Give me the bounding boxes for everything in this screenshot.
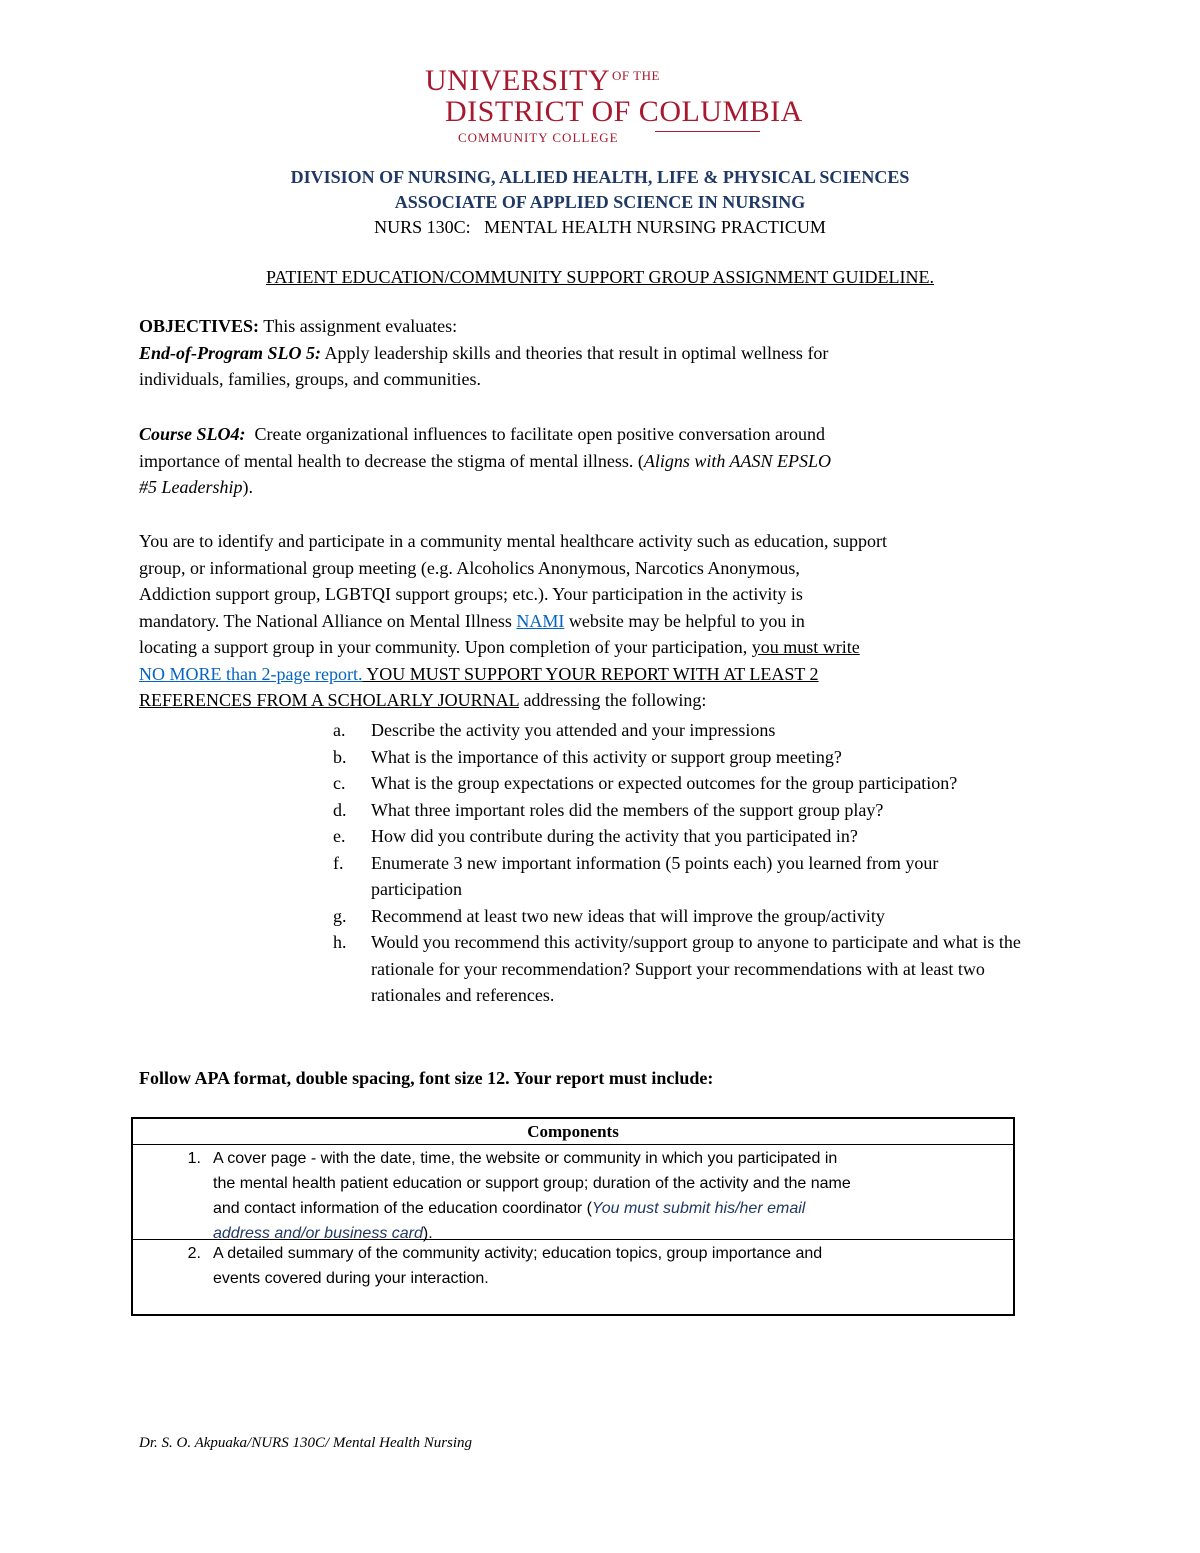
list-item: d. What three important roles did the members of the support group play? bbox=[333, 799, 884, 820]
logo-district-line: DISTRICT OF COLUMBIA bbox=[445, 95, 803, 128]
list-item: b. What is the importance of this activity or support group meeting? bbox=[333, 746, 842, 767]
list-item: g. Recommend at least two new ideas that will improve the group/activity bbox=[333, 905, 885, 926]
degree-heading: ASSOCIATE OF APPLIED SCIENCE IN NURSING bbox=[394, 192, 806, 212]
division-heading: DIVISION OF NURSING, ALLIED HEALTH, LIFE & PHYSICAL SCIENCES bbox=[290, 167, 910, 187]
table-header: Components bbox=[133, 1119, 1013, 1145]
table-row: 1. A cover page - with the date, time, the website or community in which you participated in the mental health patient education or support group; duration of the activity and the name and contact information of the education coordinator (You must submit his/her email address and/or business card). bbox=[133, 1145, 1013, 1240]
instructions-paragraph: You are to identify and participate in a community mental healthcare activity such as education, support group, or informational group meeting (e.g. Alcoholics Anonymous, Narcotics Anonymous, Addiction support group, LGBTQI support groups; etc.). Your participation in the activity is mandatory. The National Alliance on Mental Illness NAMI website may be helpful to you in locating a support group in your community. Upon completion of your participation, you must write NO MORE than 2-page report. YOU MUST SUPPORT YOUR REPORT WITH AT LEAST 2 REFERENCES FROM A SCHOLARLY JOURNAL addressing the following: bbox=[139, 531, 887, 710]
list-item: f. Enumerate 3 new important information (5 points each) you learned from your participation bbox=[333, 852, 939, 899]
course-heading: NURS 130C: MENTAL HEALTH NURSING PRACTICUM bbox=[374, 217, 826, 237]
assignment-title: PATIENT EDUCATION/COMMUNITY SUPPORT GROUP ASSIGNMENT GUIDELINE. bbox=[266, 267, 934, 287]
nami-link[interactable]: NAMI bbox=[516, 610, 565, 631]
course-slo-section: Course SLO4: Create organizational influences to facilitate open positive conversation around importance of mental health to decrease the stigma of mental illness. (Aligns with AASN EPSLO #5 Leadership). bbox=[139, 424, 832, 497]
list-item: a. Describe the activity you attended and your impressions bbox=[333, 720, 776, 740]
list-item: c. What is the group expectations or expected outcomes for the group participation? bbox=[333, 773, 958, 793]
objectives-section: OBJECTIVES: This assignment evaluates: End-of-Program SLO 5: Apply leadership skills and theories that result in optimal wellness for individuals, families, groups, and communities. bbox=[139, 316, 829, 389]
list-item: h. Would you recommend this activity/support group to anyone to participate and what is the rationale for your recommendation? Support your recommendations with at least two rationales and references. bbox=[333, 932, 1021, 1005]
components-table bbox=[131, 1117, 1015, 1316]
university-logo bbox=[425, 64, 803, 145]
logo-community-line: COMMUNITY COLLEGE bbox=[458, 130, 619, 145]
page-footer: Dr. S. O. Akpuaka/NURS 130C/ Mental Health Nursing bbox=[139, 1435, 473, 1451]
apa-instructions: Follow APA format, double spacing, font size 12. Your report must include: bbox=[139, 1068, 714, 1088]
table-row: 2. A detailed summary of the community activity; education topics, group importance and events covered during your interaction. bbox=[187, 1245, 823, 1287]
two-page-report-link[interactable]: NO MORE than 2-page report. bbox=[139, 663, 363, 684]
requirements-list bbox=[333, 717, 1073, 1009]
list-item: e. How did you contribute during the activity that you participated in? bbox=[333, 826, 858, 846]
logo-rule bbox=[655, 131, 760, 132]
logo-university-line: UNIVERSITY $^{OF THE}$ bbox=[425, 64, 660, 97]
